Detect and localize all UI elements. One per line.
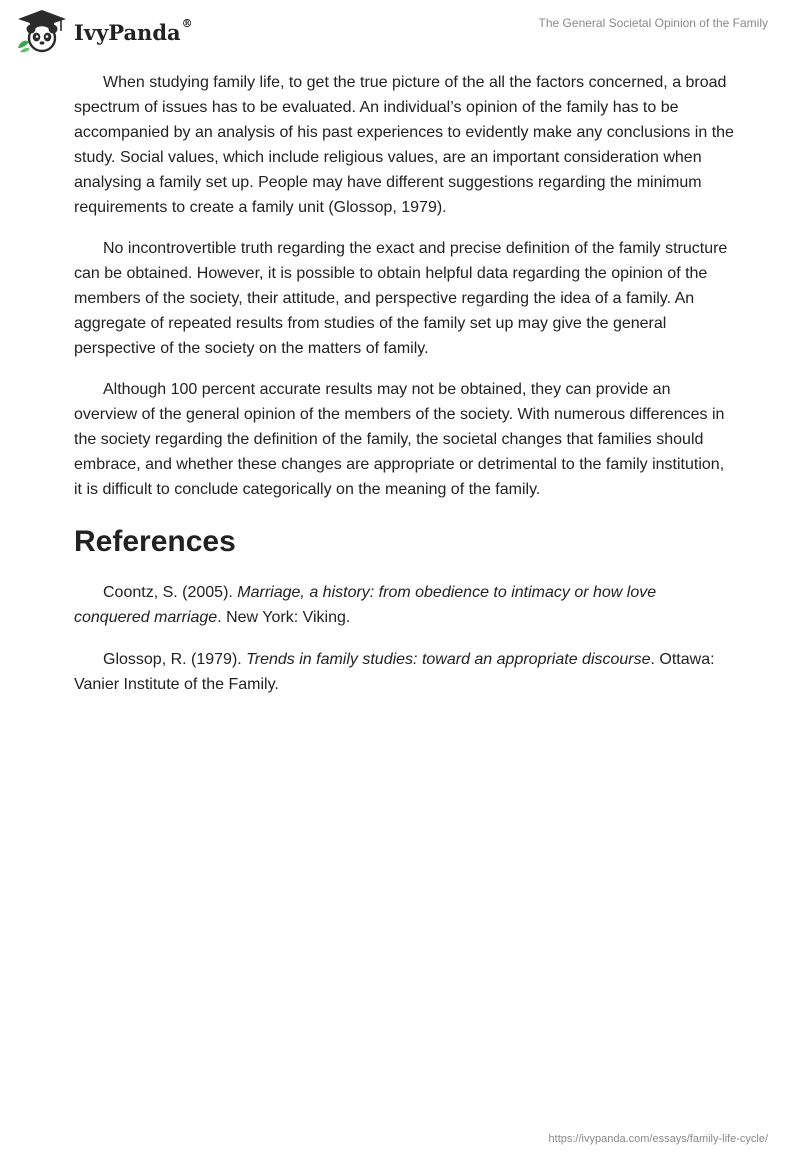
page-header bbox=[0, 0, 800, 60]
reference-title: Trends in family studies: toward an appropriate discourse bbox=[246, 651, 651, 668]
registered-mark: ® bbox=[181, 16, 193, 30]
reference-title: Marriage, a history: from obedience to intimacy or how love conquered marriage bbox=[74, 584, 657, 626]
essay-content bbox=[74, 70, 734, 714]
reference-publisher: . New York: Viking. bbox=[217, 609, 351, 626]
body-paragraph: Although 100 percent accurate results may not be obtained, they can provide an overview of the general opinion of the members of the society. With numerous differences in the society regarding the definition of the family, the societal changes that families should embrace, and whether these changes are appropriate or detrimental to the family institution, it is difficult to conclude categorically on the meaning of the family. bbox=[74, 381, 725, 498]
brand-name: IvyPanda® bbox=[74, 16, 193, 45]
reference-item bbox=[74, 580, 734, 630]
references-heading: References bbox=[74, 525, 236, 558]
body-paragraph: When studying family life, to get the true picture of the all the factors concerned, a broad spectrum of issues has to be evaluated. An individual’s opinion of the family has to be accompanied by an analysis of his past experiences to evidently make any conclusions in the study. Social values, which include religious values, are an important consideration when analysing a family set up. People may have different suggestions regarding the minimum requirements to create a family unit (Glossop, 1979). bbox=[74, 74, 734, 216]
reference-item bbox=[74, 647, 734, 697]
brand-logo[interactable] bbox=[14, 8, 193, 54]
reference-publisher: . Ottawa: Vanier Institute of the Family. bbox=[74, 651, 715, 693]
source-url-link[interactable]: https://ivypanda.com/essays/family-life-cycle/ bbox=[548, 1133, 768, 1145]
panda-graduate-icon bbox=[14, 8, 70, 54]
body-paragraph: No incontrovertible truth regarding the exact and precise definition of the family structure can be obtained. However, it is possible to obtain helpful data regarding the opinion of the members of the society, their attitude, and perspective regarding the idea of a family. An aggregate of repeated results from studies of the family set up may give the general perspective of the society on the matters of family. bbox=[74, 240, 728, 357]
reference-authors: Glossop, R. (1979). bbox=[103, 651, 247, 668]
reference-authors: Coontz, S. (2005). bbox=[103, 584, 238, 601]
document-title: The General Societal Opinion of the Family bbox=[538, 16, 768, 30]
